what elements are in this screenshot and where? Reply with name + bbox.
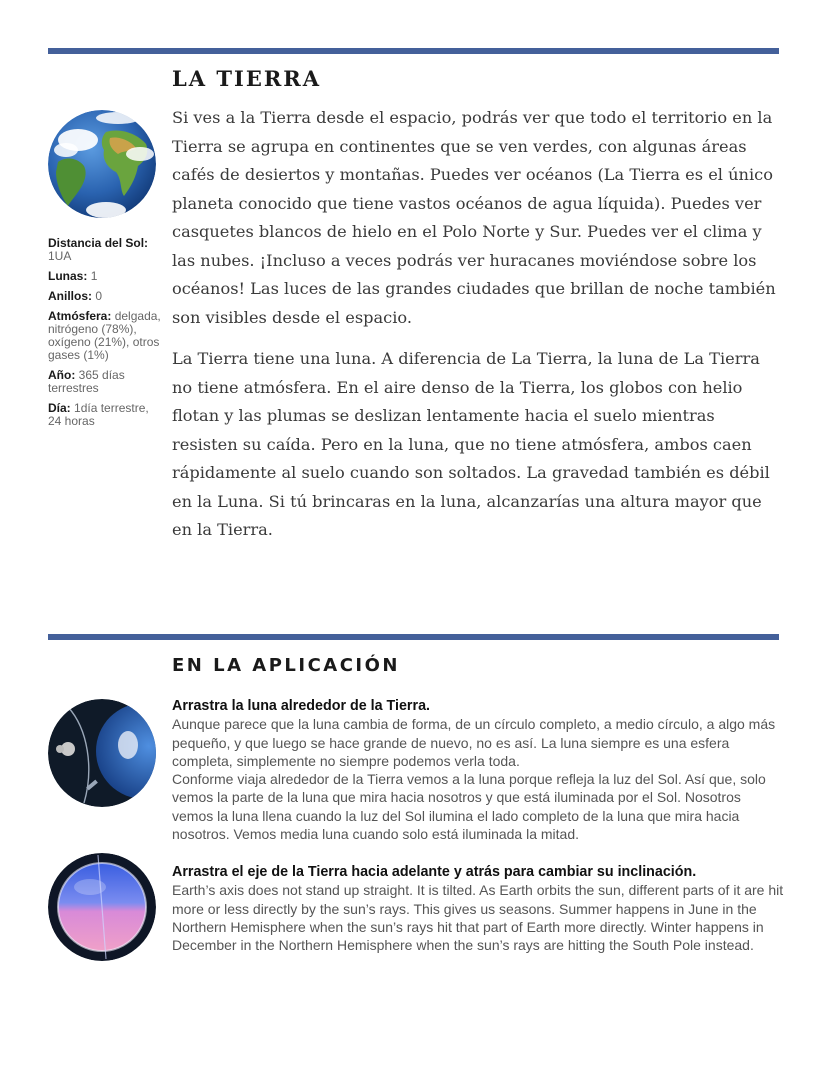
fact-distance (48, 237, 163, 263)
fact-year (48, 369, 163, 395)
section-heading-en-la-aplicacion: EN LA APLICACIÓN (172, 655, 400, 676)
fact-label: Día: (48, 401, 71, 415)
body-paragraph: Si ves a la Tierra desde el espacio, podrás ver que todo el territorio en la Tierra se agrupa en continentes que se ven verdes, con algunas áreas cafés de desiertos y montañas. Puedes ver océanos (La Tierra es el único planeta conocido que tiene vastos océanos de agua líquida). Puedes ver casquetes blancos de hielo en el Polo Norte y Sur. Puedes ver el clima y las nubes. ¡Incluso a veces podrás ver huracanes moviéndose sobre los océanos! Las luces de las grandes ciudades que brillan de noche también son visibles desde el espacio. (172, 108, 776, 327)
fact-label: Atmósfera: (48, 309, 112, 323)
fact-label: Distancia del Sol: (48, 236, 149, 250)
app-tip-paragraph: Aunque parece que la luna cambia de forma, de un círculo completo, a medio círculo, a algo más pequeño, y que luego se hace grande de nuevo, no es así. La luna siempre es una esfera completa, simplemente no siempre podemos verla toda. (172, 716, 776, 769)
fact-value: 1día terrestre, 24 horas (48, 401, 149, 428)
earth-description (172, 104, 784, 558)
section-heading-la-tierra: LA TIERRA (172, 66, 322, 91)
fact-value: 365 días terrestres (48, 368, 125, 395)
fact-value: 1 (90, 269, 98, 283)
fact-value: 1UA (48, 249, 72, 263)
fact-label: Lunas: (48, 269, 88, 283)
fact-rings (48, 290, 163, 303)
app-tip-moon (172, 697, 784, 843)
fact-value: delgada, nitrógeno (78%), oxígeno (21%), otros gases (1%) (48, 309, 161, 362)
fact-atmosphere (48, 310, 163, 362)
app-tip-title: Arrastra la luna alrededor de la Tierra. (172, 698, 430, 714)
app-tip-paragraph: Earth’s axis does not stand up straight. It is tilted. As Earth orbits the sun, different parts of it are hit more or less directly by the sun’s rays. This gives us seasons. Summer happens in June in the Northern Hemisphere when the sun’s rays hit that part of Earth more directly. Winter happens in December in the Northern Hemisphere when the sun’s rays are hitting the South Pole instead. (172, 882, 784, 954)
earth-globe-icon (48, 110, 156, 218)
earth-facts (48, 237, 163, 435)
body-paragraph: La Tierra tiene una luna. A diferencia de La Tierra, la luna de La Tierra no tiene atmósfera. En el aire denso de la Tierra, los globos con helio flotan y las plumas se deslizan lentamente hacia el suelo mientras resisten su caída. Pero en la luna, que no tiene atmósfera, ambos caen rápidamente al suelo cuando son soltados. La gravedad también es débil en la Luna. Si tú brincaras en la luna, alcanzarías una altura mayor que en la Tierra. (172, 349, 770, 539)
section-divider-top (48, 48, 779, 54)
section-divider-middle (48, 634, 779, 640)
fact-value: 0 (95, 289, 103, 303)
app-tip-title: Arrastra el eje de la Tierra hacia adelante y atrás para cambiar su inclinación. (172, 864, 697, 880)
fact-label: Año: (48, 368, 76, 382)
earth-tilt-thumbnail (48, 853, 156, 961)
app-tip-axis (172, 863, 784, 954)
moon-orbit-thumbnail (48, 699, 156, 807)
fact-moons (48, 270, 163, 283)
app-tip-paragraph: Conforme viaja alrededor de la Tierra vemos a la luna porque refleja la luz del Sol. Así que, solo vemos la parte de la luna que mira hacia nosotros y que está iluminada por el Sol. Nosotros vemos la luna llena cuando la luz del Sol ilumina el lado completo de la luna que mira hacia nosotros. Vemos media luna cuando solo está iluminada la mitad. (172, 771, 766, 843)
fact-label: Anillos: (48, 289, 92, 303)
fact-day (48, 402, 163, 428)
